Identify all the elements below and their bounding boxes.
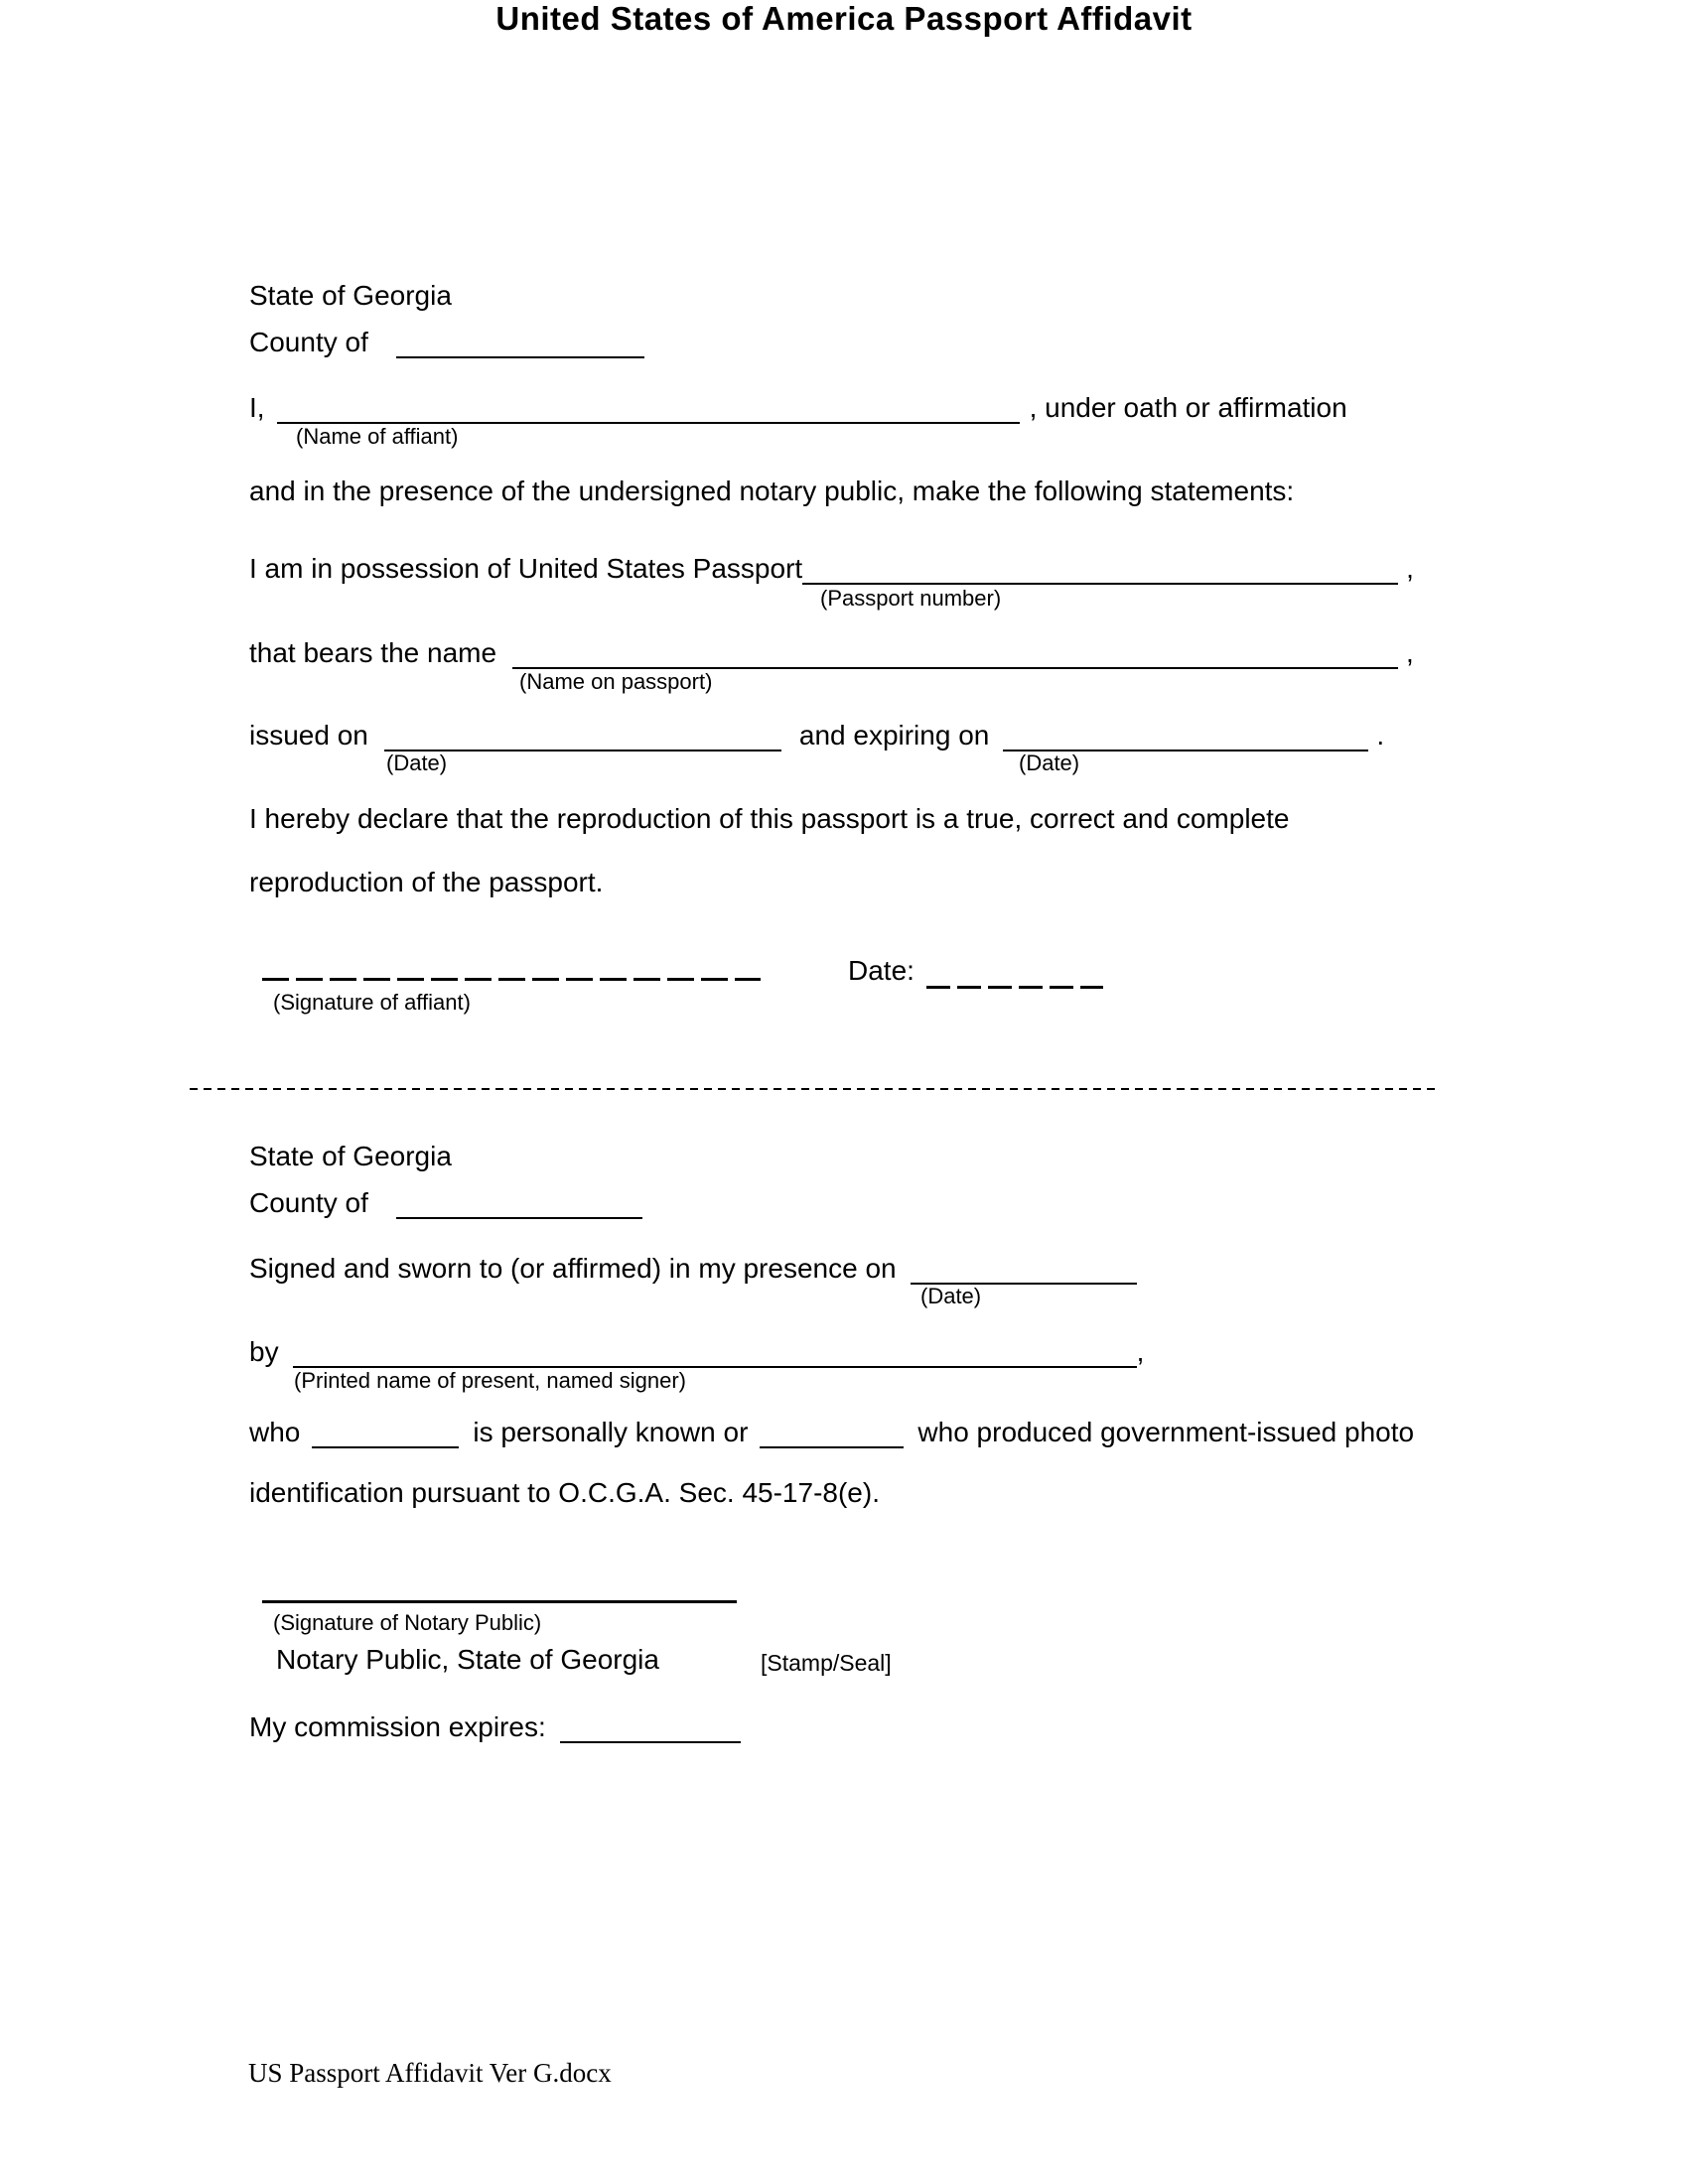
county-field[interactable] — [396, 328, 644, 358]
affiant-signature-line[interactable] — [262, 978, 761, 981]
issue-date-caption: (Date) — [386, 751, 448, 775]
notary-signature-caption: (Signature of Notary Public) — [273, 1610, 542, 1635]
bears-text: that bears the name — [249, 637, 497, 668]
declare-line-2: reproduction of the passport. — [249, 867, 604, 897]
expiry-date-field[interactable] — [1003, 721, 1368, 751]
passport-number-caption: (Passport number) — [820, 586, 1002, 611]
affiant-signature-caption: (Signature of affiant) — [273, 990, 471, 1015]
identification-line: identification pursuant to O.C.G.A. Sec. 45-17-8(e). — [249, 1477, 880, 1508]
sworn-text: Signed and sworn to (or affirmed) in my presence on — [249, 1253, 897, 1284]
commission-expiry-field[interactable] — [560, 1712, 741, 1743]
issued-label: issued on — [249, 720, 368, 751]
issue-date-field[interactable] — [384, 721, 781, 751]
signer-name-field[interactable] — [293, 1337, 1137, 1368]
produced-id-field[interactable] — [760, 1418, 904, 1448]
stamp-seal-text: [Stamp/Seal] — [761, 1650, 892, 1676]
dates-line — [249, 719, 1384, 752]
notary-county-field[interactable] — [396, 1188, 642, 1219]
by-label: by — [249, 1336, 279, 1367]
presence-line: and in the presence of the undersigned notary public, make the following statements: — [249, 476, 1295, 506]
name-on-passport-caption: (Name on passport) — [519, 669, 713, 694]
affiant-name-line — [249, 391, 1347, 425]
county-line — [249, 326, 644, 359]
bears-comma: , — [1406, 637, 1414, 668]
expiry-date-caption: (Date) — [1019, 751, 1080, 775]
who-label: who — [249, 1417, 301, 1447]
dates-period: . — [1376, 720, 1385, 751]
bears-name-line — [249, 636, 1414, 670]
produced-text: who produced government-issued photo — [917, 1417, 1415, 1447]
possession-comma: , — [1406, 553, 1414, 584]
notary-signature-line[interactable] — [262, 1600, 737, 1603]
i-label: I, — [249, 392, 265, 423]
state-line: State of Georgia — [249, 280, 452, 311]
possession-line — [249, 552, 1414, 586]
section-divider — [190, 1088, 1437, 1090]
who-line — [249, 1416, 1414, 1449]
commission-line — [249, 1710, 741, 1744]
passport-number-field[interactable] — [802, 554, 1398, 585]
notary-county-line — [249, 1186, 642, 1220]
county-label: County of — [249, 327, 368, 357]
printed-name-caption: (Printed name of present, named signer) — [294, 1368, 686, 1393]
affiant-name-field[interactable] — [277, 393, 1020, 424]
declare-line-1: I hereby declare that the reproduction of this passport is a true, correct and complete — [249, 803, 1290, 834]
expiring-label: and expiring on — [798, 720, 990, 751]
date-label: Date: — [848, 955, 914, 986]
by-line — [249, 1335, 1144, 1369]
notary-state-line: State of Georgia — [249, 1141, 452, 1171]
affiant-name-caption: (Name of affiant) — [296, 424, 459, 449]
sworn-line — [249, 1252, 1137, 1286]
notary-county-label: County of — [249, 1187, 368, 1218]
notary-title-line: Notary Public, State of Georgia — [276, 1644, 659, 1675]
known-text: is personally known or — [473, 1417, 749, 1447]
passport-name-field[interactable] — [512, 638, 1398, 669]
commission-label: My commission expires: — [249, 1711, 546, 1742]
sworn-date-field[interactable] — [911, 1254, 1137, 1285]
affiant-date-line — [848, 954, 1103, 989]
possession-text: I am in possession of United States Passport — [249, 553, 803, 584]
footer-filename: US Passport Affidavit Ver G.docx — [248, 2058, 612, 2088]
page-title: United States of America Passport Affidavit — [495, 0, 1193, 37]
oath-text: , under oath or affirmation — [1029, 392, 1347, 423]
sworn-date-caption: (Date) — [920, 1284, 982, 1308]
by-comma: , — [1136, 1336, 1145, 1367]
affiant-date-field[interactable] — [926, 960, 1103, 989]
personally-known-field[interactable] — [312, 1418, 459, 1448]
